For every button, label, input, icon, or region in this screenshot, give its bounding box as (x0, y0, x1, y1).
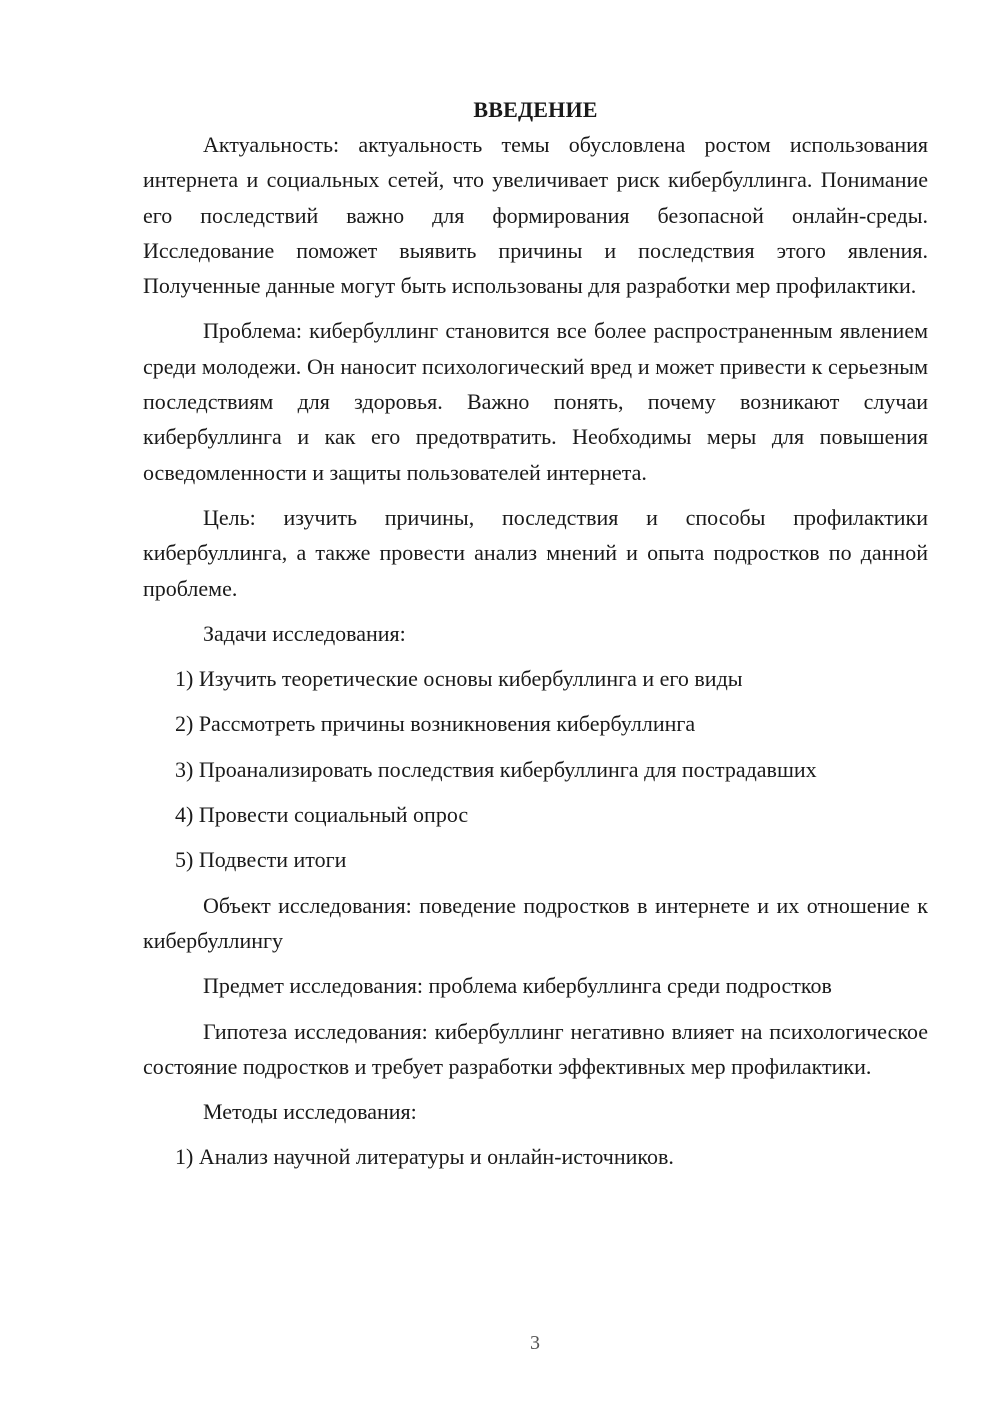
hypothesis-paragraph: Гипотеза исследования: кибербуллинг негативно влияет на психологическое состояние подростков и требует разработки эффективных мер профилактики. (143, 1018, 928, 1079)
methods-list (143, 1139, 928, 1174)
list-item: 1) Изучить теоретические основы кибербуллинга и его виды (175, 666, 743, 692)
goal-paragraph: Цель: изучить причины, последствия и способы профилактики кибербуллинга, а также провести анализ мнений и опыта подростков по данной проблеме. (143, 504, 928, 601)
list-item: 3) Проанализировать последствия кибербуллинга для пострадавших (175, 756, 817, 782)
list-item: 5) Подвести итоги (175, 847, 347, 873)
section-heading: ВВЕДЕНИЕ (473, 97, 598, 122)
page-number: 3 (530, 1332, 540, 1354)
methods-title: Методы исследования: (203, 1099, 417, 1125)
tasks-title: Задачи исследования: (203, 620, 406, 646)
relevance-paragraph: Актуальность: актуальность темы обусловлена ростом использования интернета и социальных сетей, что увеличивает риск кибербуллинга. Понимание его последствий важно для формирования безопасной онлайн-среды. Исследование поможет выявить причины и последствия этого явления. Полученные данные могут быть использованы для разработки мер профилактики. (143, 132, 928, 299)
list-item: 1) Анализ научной литературы и онлайн-источников. (175, 1144, 674, 1170)
object-paragraph: Объект исследования: поведение подростков в интернете и их отношение к кибербуллингу (143, 892, 928, 953)
document-page (143, 92, 928, 1185)
problem-paragraph: Проблема: кибербуллинг становится все более распространенным явлением среди молодежи. Он наносит психологический вред и может привести к серьезным последствиям для здоровья. Важно понять, почему возникают случаи кибербуллинга и как его предотвратить. Необходимы меры для повышения осведомленности и защиты пользователей интернета. (143, 318, 928, 485)
tasks-list (143, 661, 928, 877)
list-item: 4) Провести социальный опрос (175, 802, 469, 828)
subject-paragraph: Предмет исследования: проблема кибербуллинга среди подростков (203, 973, 832, 999)
list-item: 2) Рассмотреть причины возникновения кибербуллинга (175, 711, 696, 737)
